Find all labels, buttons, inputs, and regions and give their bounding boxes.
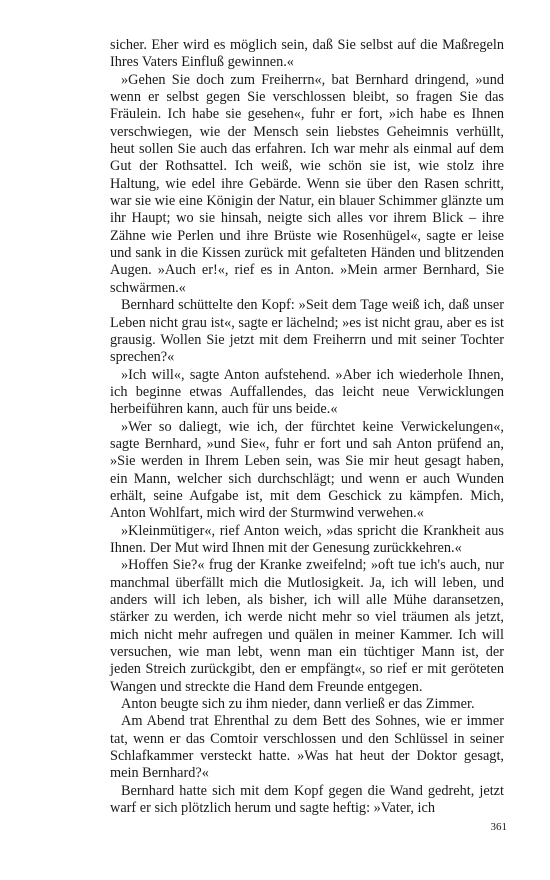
- paragraph: »Gehen Sie doch zum Freiherrn«, bat Bernhard dringend, »und wenn er selbst gegen Sie verschlossen bleibt, so fragen Sie das Fräulein. Ich habe sie gesehen«, fuhr er fort, »ich habe es Ihnen verschwiegen, wie der Mensch sein liebstes Geheimnis verhüllt, heut sollen Sie auch das erfahren. Ich war mehr als einmal auf dem Gut der Rothsattel. Ich weiß, wie schön sie ist, wie stolz ihre Haltung, wie edel ihre Gebärde. Wenn sie über den Rasen schritt, war sie wie eine Königin der Natur, ein blauer Schimmer glänzte um ihr Haupt; wo sie hinsah, neigte sich alles vor ihrem Blick – ihre Zähne wie Perlen und ihre Brüste wie Rosenhügel«, sagte er leise und sank in die Kissen zurück mit gefalteten Händen und blitzenden Augen. »Auch er!«, rief es in Anton. »Mein armer Bernhard, Sie schwärmen.«: [110, 71, 504, 296]
- paragraph: sicher. Eher wird es möglich sein, daß Sie selbst auf die Maßregeln Ihres Vaters Einfluß gewinnen.«: [110, 37, 504, 71]
- paragraph: »Wer so daliegt, wie ich, der fürchtet keine Verwickelungen«, sagte Bernhard, »und Sie«, fuhr er fort und sah Anton prüfend an, »Sie werden in Ihrem Leben sein, was Sie mir heut gesagt haben, ein Mann, welcher sich durchschlägt; und wenn er auch Wunden erhält, seine Aufgabe ist, mit dem Geschick zu kämpfen. Mich, Anton Wohlfart, mich wird der Sturmwind verwehen.«: [110, 418, 504, 522]
- paragraph: »Ich will«, sagte Anton aufstehend. »Aber ich wiederhole Ihnen, ich beginne etwas Auffallendes, das leicht neue Verwicklungen herbeiführen kann, auch für uns beide.«: [110, 366, 504, 418]
- paragraph: »Kleinmütiger«, rief Anton weich, »das spricht die Krankheit aus Ihnen. Der Mut wird Ihnen mit der Genesung zurückkehren.«: [110, 522, 504, 556]
- paragraph: Bernhard hatte sich mit dem Kopf gegen die Wand gedreht, jetzt warf er sich plötzlich herum und sagte heftig: »Vater, ich: [110, 782, 504, 817]
- paragraph: Bernhard schüttelte den Kopf: »Seit dem Tage weiß ich, daß unser Leben nicht grau ist«, sagte er lächelnd; »es ist nicht grau, aber es ist grausig. Wollen Sie jetzt mit dem Freiherrn und mit seiner Tochter sprechen?«: [110, 297, 504, 366]
- text-column: [110, 37, 504, 817]
- paragraph: »Hoffen Sie?« frug der Kranke zweifelnd; »oft tue ich's auch, nur manchmal überfällt mich die Mutlosigkeit. Ja, ich will leben, und anders will ich leben, als bisher, ich will alle Mühe daransetzen, stärker zu werden, ich werde nicht mehr so viel träumen als jetzt, mich nicht mehr aufregen und quälen in meiner Kammer. Ich will versuchen, wie man lebt, wenn man ein tüchtiger Mann ist, der jeden Streich zurückgibt, den er empfängt«, so rief er mit geröteten Wangen und streckte die Hand dem Freunde entgegen.: [110, 557, 504, 695]
- page-number: 361: [490, 821, 507, 833]
- paragraph: Am Abend trat Ehrenthal zu dem Bett des Sohnes, wie er immer tat, wenn er das Comtoir verschlossen und den Schlüssel in seiner Schlafkammer versteckt hatte. »Was hat heut der Doktor gesagt, mein Bernhard?«: [110, 713, 504, 782]
- paragraph: Anton beugte sich zu ihm nieder, dann verließ er das Zimmer.: [121, 696, 475, 713]
